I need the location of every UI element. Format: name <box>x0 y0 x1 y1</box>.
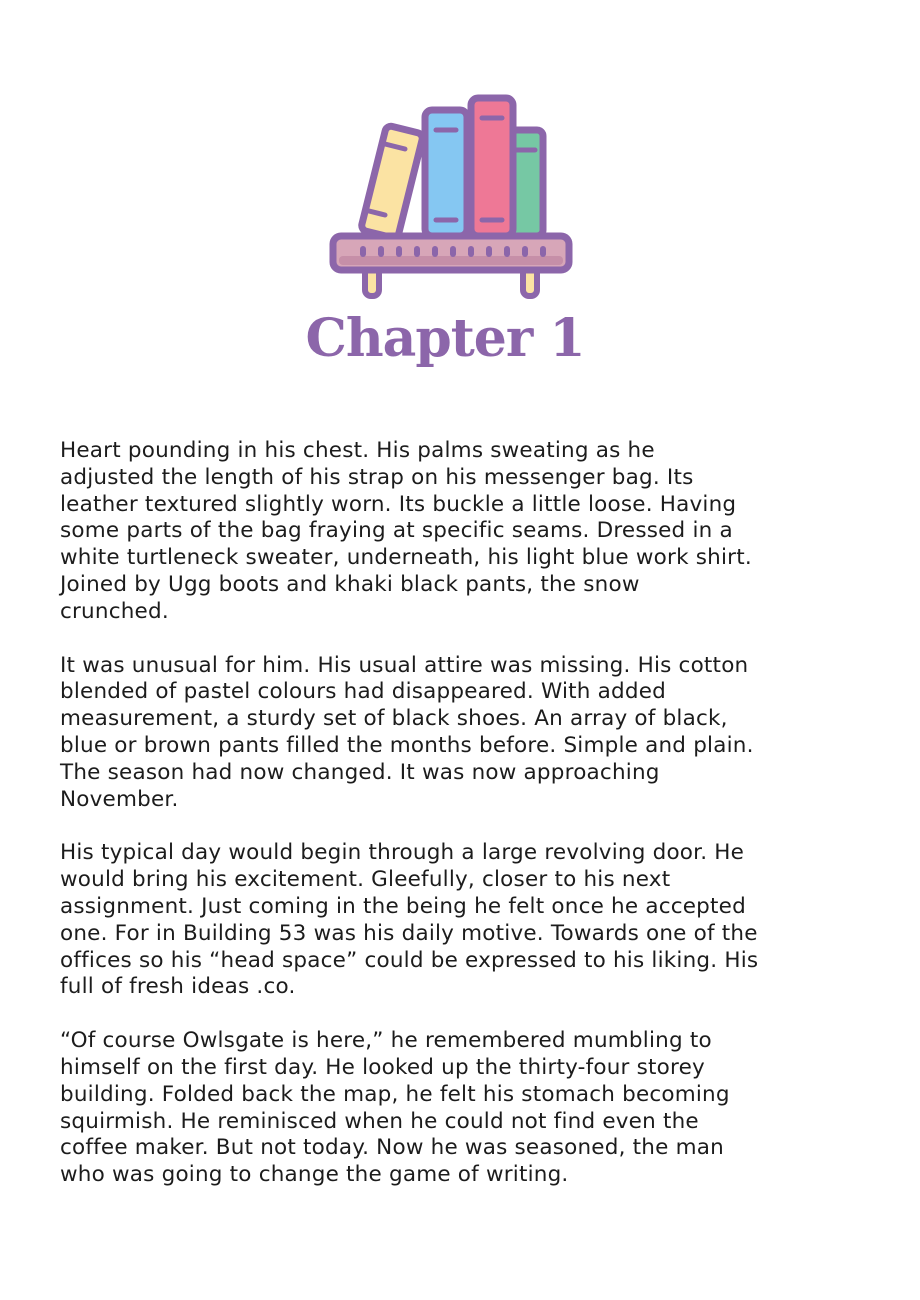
text-line: one. For in Building 53 was his daily motive. Towards one of the <box>60 920 758 946</box>
text-line: assignment. Just coming in the being he felt once he accepted <box>60 893 746 919</box>
text-line: It was unusual for him. His usual attire was missing. His cotton <box>60 652 749 678</box>
paragraph-3 <box>60 840 860 1001</box>
chapter-title: Chapter 1 <box>305 308 585 369</box>
text-line: some parts of the bag fraying at specific seams. Dressed in a <box>60 518 733 544</box>
yellow-book <box>361 125 424 239</box>
text-line: crunched. <box>60 598 169 624</box>
text-line: The season had now changed. It was now approaching <box>60 759 660 785</box>
text-line: building. Folded back the map, he felt his stomach becoming <box>60 1081 730 1107</box>
text-line: offices so his “head space” could be expressed to his liking. His <box>60 947 759 973</box>
blue-book <box>425 110 467 236</box>
text-line: His typical day would begin through a large revolving door. He <box>60 840 745 866</box>
text-line: full of fresh ideas .co. <box>60 974 296 1000</box>
text-line: adjusted the length of his strap on his messenger bag. Its <box>60 464 694 490</box>
text-line: “Of course Owlsgate is here,” he remembered mumbling to <box>60 1028 712 1054</box>
text-line: coffee maker. But not today. Now he was seasoned, the man <box>60 1135 724 1161</box>
text-line: measurement, a sturdy set of black shoes. An array of black, <box>60 706 728 732</box>
text-line: blue or brown pants filled the months before. Simple and plain. <box>60 732 754 758</box>
text-line: Joined by Ugg boots and khaki black pants, the snow <box>60 571 640 597</box>
shelf-board <box>333 236 569 270</box>
text-line: would bring his excitement. Gleefully, closer to his next <box>60 867 671 893</box>
text-line: squirmish. He reminisced when he could not find even the <box>60 1108 699 1134</box>
text-line: white turtleneck sweater, underneath, his light blue work shirt. <box>60 545 752 571</box>
chapter-body <box>60 438 860 1216</box>
paragraph-2 <box>60 653 860 814</box>
bookshelf-icon <box>325 88 580 303</box>
text-line: November. <box>60 786 179 812</box>
text-line: blended of pastel colours had disappeared. With added <box>60 679 666 705</box>
text-line: leather textured slightly worn. Its buckle a little loose. Having <box>60 491 737 517</box>
text-line: who was going to change the game of writing. <box>60 1162 569 1188</box>
paragraph-4 <box>60 1028 860 1189</box>
text-line: himself on the first day. He looked up the thirty-four storey <box>60 1054 705 1080</box>
text-line: Heart pounding in his chest. His palms sweating as he <box>60 438 655 463</box>
paragraph-1 <box>60 438 860 626</box>
pink-book <box>471 98 513 236</box>
